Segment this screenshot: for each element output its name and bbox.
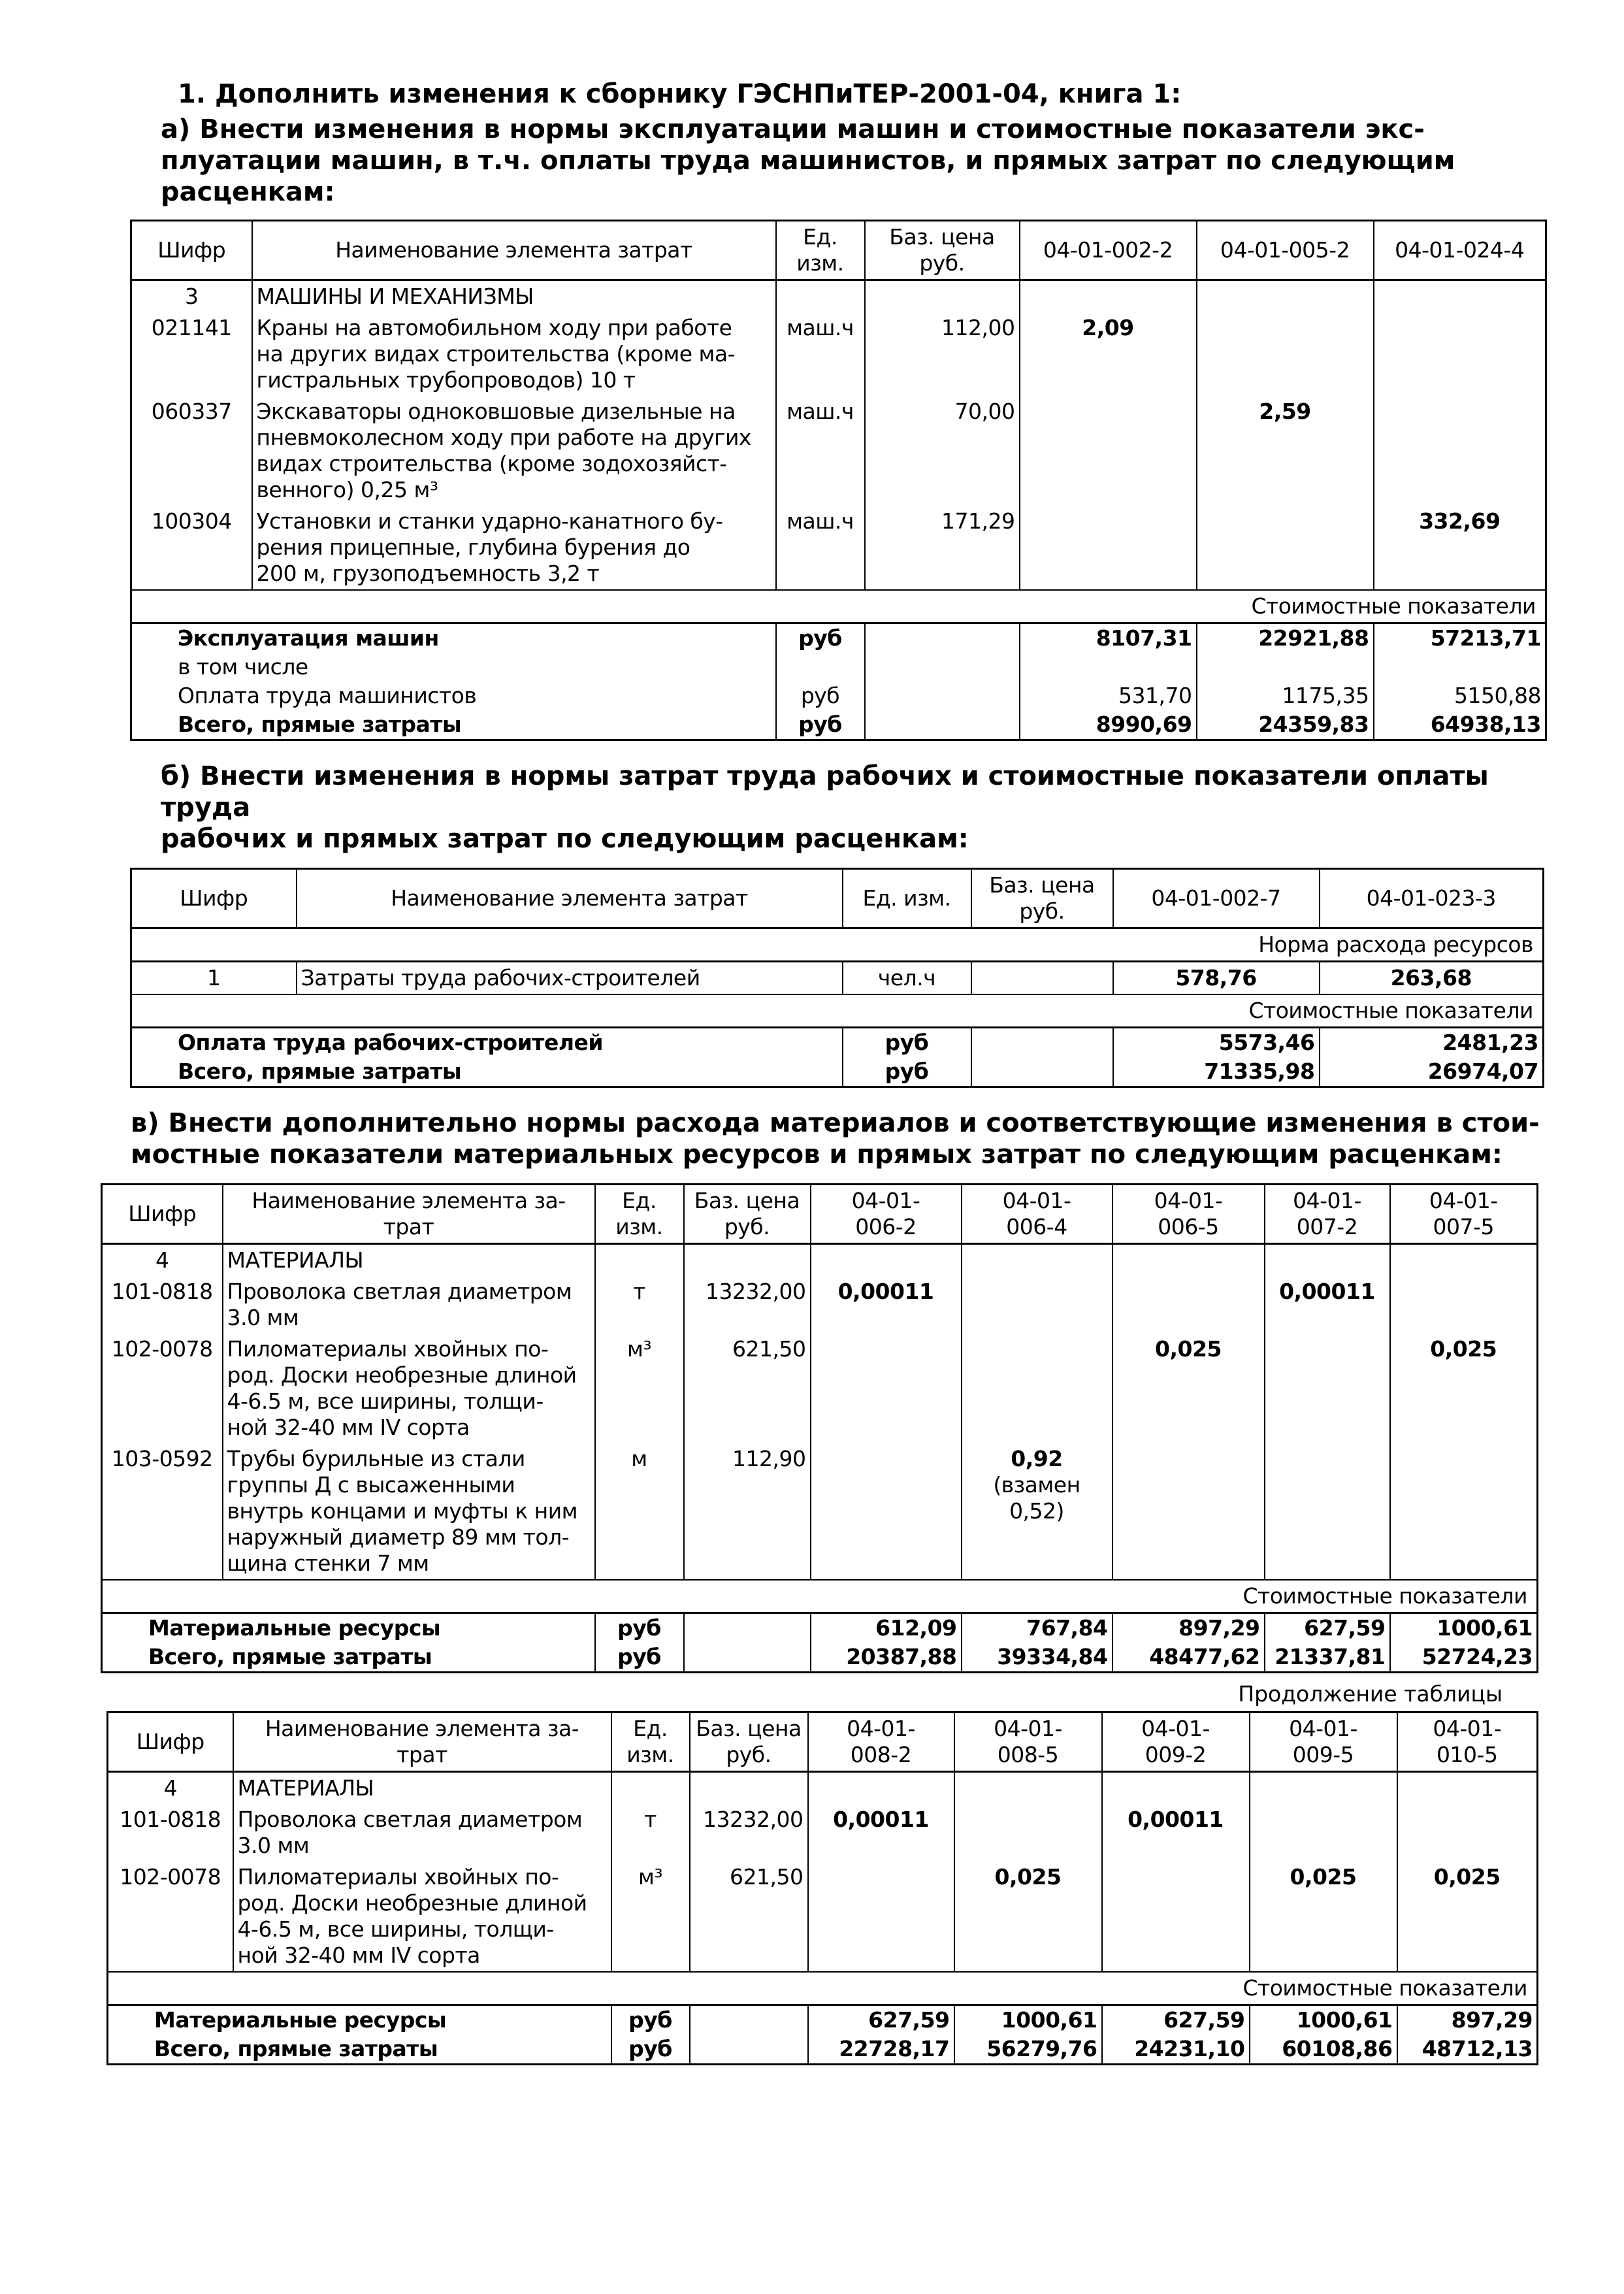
table-row [131, 396, 1546, 506]
empty-cell [1197, 280, 1374, 313]
summary-name: Материальные ресурсы [108, 2005, 611, 2035]
header-row [131, 869, 1544, 928]
column-header: 04-01- 008-2 [808, 1712, 954, 1772]
column-header: 04-01- 006-4 [962, 1185, 1112, 1244]
summary-unit: руб [595, 1643, 684, 1673]
resource-name: Затраты труда рабочих-строителей [297, 962, 843, 995]
summary-value [1197, 653, 1374, 681]
table-row [131, 312, 1546, 396]
summary-value [1020, 653, 1197, 681]
column-header: Наименование элемента затрат [252, 221, 776, 280]
norm-value-text: 0,00011 [833, 1807, 929, 1832]
norm-value [1397, 1804, 1538, 1861]
empty-cell [684, 1244, 811, 1277]
norm-value [962, 1276, 1112, 1334]
summary-name: Оплата труда машинистов [131, 681, 776, 710]
subheader-label: Стоимостные показатели [102, 1580, 1538, 1613]
summary-value: 5573,46 [1113, 1028, 1320, 1058]
summary-value: 48477,62 [1112, 1643, 1265, 1673]
empty-cell [690, 2005, 808, 2035]
resource-name: Установки и станки ударно-канатного бу- рения прицепные, глубина бурения до 200 м, грузоподъемность 3,2 т [252, 506, 776, 590]
base-price: 171,29 [865, 506, 1020, 590]
empty-cell [690, 2035, 808, 2065]
resource-name: Экскаваторы одноковшовые дизельные на пневмоколесном ходу при работе на других видах строительства (кроме зодохозяйст- венного) 0,25 м³ [252, 396, 776, 506]
summary-value: 1000,61 [1250, 2005, 1397, 2035]
summary-value: 22728,17 [808, 2035, 954, 2065]
empty-cell [1102, 1772, 1250, 1805]
norm-value [1112, 1276, 1265, 1334]
column-header: 04-01-005-2 [1197, 221, 1374, 280]
empty-cell [971, 1028, 1113, 1058]
norm-value [1374, 312, 1546, 396]
norm-value [1265, 1334, 1390, 1443]
summary-unit: руб [776, 710, 865, 740]
summary-unit: руб [776, 623, 865, 653]
column-header: Шифр [102, 1185, 223, 1244]
norm-value-text: 0,00011 [837, 1279, 934, 1304]
column-header: 04-01- 009-2 [1102, 1712, 1250, 1772]
summary-value: 627,59 [1265, 1613, 1390, 1643]
norm-value-text: 0,025 [1430, 1336, 1497, 1362]
empty-cell [962, 1244, 1112, 1277]
section-code: 3 [131, 280, 252, 313]
summary-unit: руб [776, 681, 865, 710]
summary-name: Материальные ресурсы [102, 1613, 595, 1643]
summary-value: 8990,69 [1020, 710, 1197, 740]
summary-value: 897,29 [1112, 1613, 1265, 1643]
resource-code: 021141 [131, 312, 252, 396]
norm-value [811, 1334, 962, 1443]
table-row [102, 1443, 1538, 1580]
materials-table-1 [101, 1183, 1538, 1673]
resource-code: 101-0818 [108, 1804, 233, 1861]
column-header: Баз. цена руб. [684, 1185, 811, 1244]
summary-name: Всего, прямые затраты [131, 710, 776, 740]
table-row [108, 1804, 1538, 1861]
summary-value: 1000,61 [1390, 1613, 1538, 1643]
base-price: 13232,00 [684, 1276, 811, 1334]
resource-name: Краны на автомобильном ходу при работе на других видах строительства (кроме ма- гистральных трубопроводов) 10 т [252, 312, 776, 396]
unit: чел.ч [843, 962, 971, 995]
summary-value: 39334,84 [962, 1643, 1112, 1673]
resource-name: Пиломатериалы хвойных по- род. Доски необрезные длиной 4-6.5 м, все ширины, толщи- ной 32-40 мм IV сорта [223, 1334, 595, 1443]
base-price: 112,00 [865, 312, 1020, 396]
norm-value [1374, 396, 1546, 506]
summary-value: 627,59 [808, 2005, 954, 2035]
column-header: Ед. изм. [843, 869, 971, 928]
section-row [102, 1244, 1538, 1277]
section-name: МАТЕРИАЛЫ [233, 1772, 611, 1805]
empty-cell [1250, 1772, 1397, 1805]
summary-value: 1175,35 [1197, 681, 1374, 710]
column-header: 04-01-002-2 [1020, 221, 1197, 280]
empty-cell [690, 1772, 808, 1805]
unit: маш.ч [776, 396, 865, 506]
column-header: 04-01- 008-5 [954, 1712, 1102, 1772]
norm-value [1113, 962, 1320, 995]
summary-value: 20387,88 [811, 1643, 962, 1673]
summary-name: в том числе [131, 653, 776, 681]
unit: маш.ч [776, 312, 865, 396]
column-header: Наименование элемента затрат [297, 869, 843, 928]
norm-value-note: (взамен 0,52) [993, 1472, 1080, 1524]
column-header: Баз. цена руб. [865, 221, 1020, 280]
summary-row [131, 623, 1546, 653]
column-header: 04-01- 009-5 [1250, 1712, 1397, 1772]
resource-name: Пиломатериалы хвойных по- род. Доски необрезные длиной 4-6.5 м, все ширины, толщи- ной 32-40 мм IV сорта [233, 1861, 611, 1972]
empty-cell [811, 1244, 962, 1277]
norm-value [1320, 962, 1544, 995]
summary-value: 767,84 [962, 1613, 1112, 1643]
empty-cell [1112, 1244, 1265, 1277]
norm-value [1020, 506, 1197, 590]
column-header: Баз. цена руб. [690, 1712, 808, 1772]
norm-value [1020, 312, 1197, 396]
summary-value: 531,70 [1020, 681, 1197, 710]
base-price: 112,90 [684, 1443, 811, 1580]
empty-cell [808, 1772, 954, 1805]
unit: маш.ч [776, 506, 865, 590]
norm-value [1397, 1861, 1538, 1972]
empty-cell [595, 1244, 684, 1277]
summary-value: 71335,98 [1113, 1057, 1320, 1087]
norm-value [1197, 312, 1374, 396]
norm-value [811, 1443, 962, 1580]
materials-table-2 [106, 1711, 1538, 2065]
column-header: Ед. изм. [595, 1185, 684, 1244]
subheader-row [131, 994, 1544, 1028]
subheader-row [108, 1972, 1538, 2005]
subheader-label: Стоимостные показатели [131, 590, 1546, 623]
header-row [108, 1712, 1538, 1772]
norm-value [1374, 506, 1546, 590]
unit: м³ [595, 1334, 684, 1443]
summary-name: Всего, прямые затраты [131, 1057, 843, 1087]
column-header: 04-01-023-3 [1320, 869, 1544, 928]
norm-value [1112, 1443, 1265, 1580]
resource-name: Проволока светлая диаметром 3.0 мм [233, 1804, 611, 1861]
summary-value: 52724,23 [1390, 1643, 1538, 1673]
norm-value [1197, 506, 1374, 590]
empty-cell [776, 280, 865, 313]
header-row [131, 221, 1546, 280]
heading-c: в) Внести дополнительно нормы расхода материалов и соответствующие изменения в стои- мостные показатели материальных ресурсов и прямых затрат по следующим расценкам: [131, 1108, 1540, 1170]
empty-cell [865, 710, 1020, 740]
table-row [131, 506, 1546, 590]
summary-unit: руб [843, 1057, 971, 1087]
table-row [102, 1334, 1538, 1443]
column-header: Шифр [108, 1712, 233, 1772]
empty-cell [611, 1772, 690, 1805]
summary-value: 57213,71 [1374, 623, 1546, 653]
norm-value [962, 1443, 1112, 1580]
summary-row [102, 1613, 1538, 1643]
norm-value-text: 263,68 [1390, 965, 1472, 991]
column-header: Наименование элемента за- трат [223, 1185, 595, 1244]
column-header: Шифр [131, 221, 252, 280]
norm-value [1390, 1276, 1538, 1334]
unit: т [595, 1276, 684, 1334]
column-header: 04-01- 006-5 [1112, 1185, 1265, 1244]
summary-value: 24231,10 [1102, 2035, 1250, 2065]
section-name: МАШИНЫ И МЕХАНИЗМЫ [252, 280, 776, 313]
summary-row [131, 1057, 1544, 1087]
summary-value: 897,29 [1397, 2005, 1538, 2035]
column-header: 04-01- 007-2 [1265, 1185, 1390, 1244]
column-header: Ед. изм. [611, 1712, 690, 1772]
header-row [102, 1185, 1538, 1244]
norm-value [954, 1804, 1102, 1861]
section-code: 4 [108, 1772, 233, 1805]
summary-row [131, 1028, 1544, 1058]
unit: т [611, 1804, 690, 1861]
norm-value-text: 2,09 [1082, 315, 1134, 340]
summary-name: Оплата труда рабочих-строителей [131, 1028, 843, 1058]
column-header: Баз. цена руб. [971, 869, 1113, 928]
base-price: 13232,00 [690, 1804, 808, 1861]
summary-unit: руб [611, 2035, 690, 2065]
norm-value-text: 0,025 [1290, 1864, 1357, 1890]
norm-value-text: 332,69 [1419, 508, 1501, 534]
norm-value-text: 0,00011 [1128, 1807, 1224, 1832]
norm-value [1250, 1861, 1397, 1972]
summary-row [108, 2035, 1538, 2065]
norm-value [1102, 1804, 1250, 1861]
summary-value: 1000,61 [954, 2005, 1102, 2035]
empty-cell [971, 1057, 1113, 1087]
section-row [131, 280, 1546, 313]
table-row [131, 962, 1544, 995]
norm-value [1265, 1276, 1390, 1334]
summary-value: 22921,88 [1197, 623, 1374, 653]
norm-value [811, 1276, 962, 1334]
table-row [102, 1276, 1538, 1334]
summary-row [131, 710, 1546, 740]
norm-value [954, 1861, 1102, 1972]
summary-name: Всего, прямые затраты [108, 2035, 611, 2065]
norm-value-text: 0,00011 [1279, 1279, 1375, 1304]
column-header: Шифр [131, 869, 297, 928]
unit: м [595, 1443, 684, 1580]
summary-value: 64938,13 [1374, 710, 1546, 740]
summary-value: 21337,81 [1265, 1643, 1390, 1673]
column-header: 04-01-002-7 [1113, 869, 1320, 928]
resource-name: Трубы бурильные из стали группы Д с высаженными внутрь концами и муфты к ним наружный диаметр 89 мм тол- щина стенки 7 мм [223, 1443, 595, 1580]
empty-cell [684, 1643, 811, 1673]
resource-name: Проволока светлая диаметром 3.0 мм [223, 1276, 595, 1334]
summary-name: Всего, прямые затраты [102, 1643, 595, 1673]
summary-value: 8107,31 [1020, 623, 1197, 653]
subheader-row [102, 1580, 1538, 1613]
resource-code: 102-0078 [108, 1861, 233, 1972]
summary-unit: руб [595, 1613, 684, 1643]
summary-value: 627,59 [1102, 2005, 1250, 2035]
empty-cell [1265, 1244, 1390, 1277]
resource-code: 100304 [131, 506, 252, 590]
empty-cell [865, 653, 1020, 681]
norm-value [1112, 1334, 1265, 1443]
base-price [971, 962, 1113, 995]
norm-value [1250, 1804, 1397, 1861]
resource-code: 101-0818 [102, 1276, 223, 1334]
column-header: Наименование элемента за- трат [233, 1712, 611, 1772]
summary-value: 24359,83 [1197, 710, 1374, 740]
summary-value: 60108,86 [1250, 2035, 1397, 2065]
summary-value: 26974,07 [1320, 1057, 1544, 1087]
column-header: Ед. изм. [776, 221, 865, 280]
base-price: 621,50 [690, 1861, 808, 1972]
summary-row [131, 681, 1546, 710]
heading-1: 1. Дополнить изменения к сборнику ГЭСНПиТЕР-2001-04, книга 1: [178, 79, 1182, 109]
empty-cell [865, 681, 1020, 710]
norm-value [808, 1861, 954, 1972]
column-header: 04-01- 006-2 [811, 1185, 962, 1244]
norm-value [808, 1804, 954, 1861]
norm-value-text: 0,92 [1011, 1446, 1063, 1471]
section-row [108, 1772, 1538, 1805]
column-header: 04-01- 007-5 [1390, 1185, 1538, 1244]
summary-value: 2481,23 [1320, 1028, 1544, 1058]
empty-cell [865, 280, 1020, 313]
heading-b: б) Внести изменения в нормы затрат труда рабочих и стоимостные показатели оплаты труда рабочих и прямых затрат по следующим расценкам: [161, 761, 1489, 854]
column-header: 04-01-024-4 [1374, 221, 1546, 280]
norm-value [1197, 396, 1374, 506]
empty-cell [684, 1613, 811, 1643]
subheader-row [131, 590, 1546, 623]
norm-value-text: 0,025 [1155, 1336, 1222, 1362]
section-name: МАТЕРИАЛЫ [223, 1244, 595, 1277]
norm-value [1020, 396, 1197, 506]
subheader-label: Норма расхода ресурсов [131, 928, 1544, 962]
empty-cell [1020, 280, 1197, 313]
norm-value-text: 0,025 [994, 1864, 1062, 1890]
summary-value [1374, 653, 1546, 681]
unit: м³ [611, 1861, 690, 1972]
norm-value [1102, 1861, 1250, 1972]
table-row [108, 1861, 1538, 1972]
base-price: 621,50 [684, 1334, 811, 1443]
summary-value: 56279,76 [954, 2035, 1102, 2065]
section-code: 4 [102, 1244, 223, 1277]
summary-row [102, 1643, 1538, 1673]
norm-value-text: 0,025 [1433, 1864, 1501, 1890]
empty-cell [954, 1772, 1102, 1805]
empty-cell [1390, 1244, 1538, 1277]
heading-a: а) Внести изменения в нормы эксплуатации машин и стоимостные показатели экс- плуатации машин, в т.ч. оплаты труда машинистов, и прямых затрат по следующим расценкам: [161, 114, 1455, 207]
summary-value: 5150,88 [1374, 681, 1546, 710]
empty-cell [1374, 280, 1546, 313]
summary-row [108, 2005, 1538, 2035]
norm-value [1390, 1334, 1538, 1443]
subheader-row [131, 928, 1544, 962]
summary-unit [776, 653, 865, 681]
norm-value [1265, 1443, 1390, 1580]
summary-name: Эксплуатация машин [131, 623, 776, 653]
resource-code: 060337 [131, 396, 252, 506]
norm-value [962, 1334, 1112, 1443]
machines-table [130, 220, 1547, 741]
norm-value [1390, 1443, 1538, 1580]
continuation-label: Продолжение таблицы [1238, 1681, 1502, 1707]
summary-row [131, 653, 1546, 681]
subheader-label: Стоимостные показатели [108, 1972, 1538, 2005]
norm-value-text: 578,76 [1175, 965, 1257, 991]
empty-cell [1397, 1772, 1538, 1805]
column-header: 04-01- 010-5 [1397, 1712, 1538, 1772]
empty-cell [865, 623, 1020, 653]
summary-unit: руб [611, 2005, 690, 2035]
resource-code: 1 [131, 962, 297, 995]
base-price: 70,00 [865, 396, 1020, 506]
labor-table [130, 868, 1544, 1088]
summary-value: 612,09 [811, 1613, 962, 1643]
summary-value: 48712,13 [1397, 2035, 1538, 2065]
subheader-label: Стоимостные показатели [131, 994, 1544, 1028]
norm-value-text: 2,59 [1259, 399, 1311, 424]
summary-unit: руб [843, 1028, 971, 1058]
resource-code: 103-0592 [102, 1443, 223, 1580]
resource-code: 102-0078 [102, 1334, 223, 1443]
